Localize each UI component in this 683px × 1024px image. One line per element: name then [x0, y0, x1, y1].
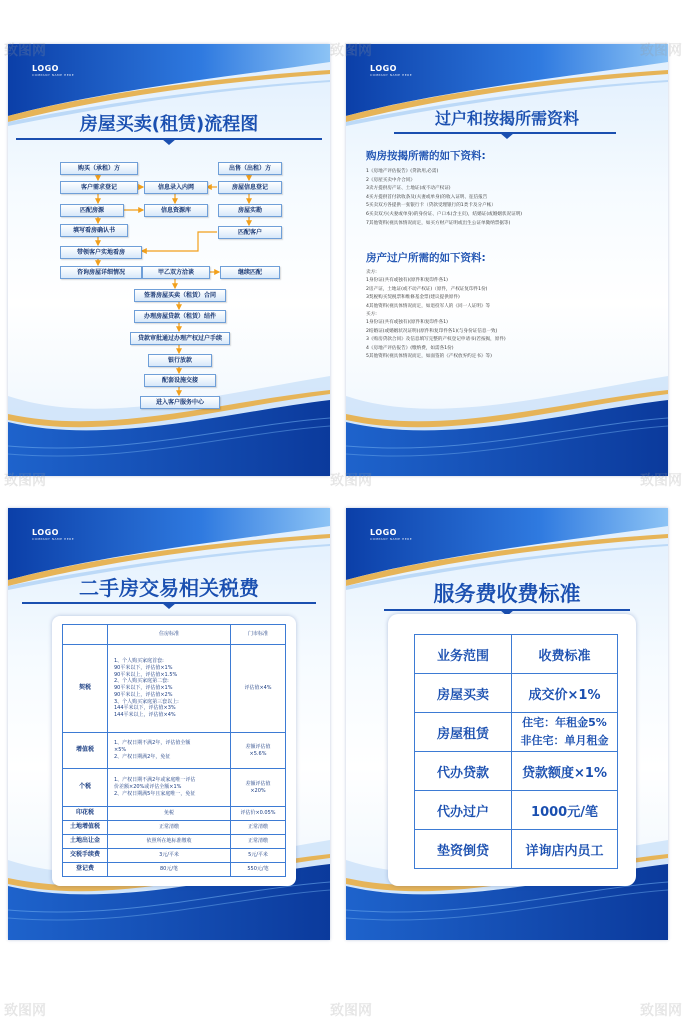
tax-name: 增值税 [63, 733, 108, 769]
flow-step-house-register: 房屋信息登记 [218, 181, 282, 194]
watermark: 致图网 [330, 1003, 372, 1019]
poster-title: 房屋买卖(租赁)流程图 [79, 114, 259, 135]
residential-line: ×5% [114, 747, 127, 754]
residential-standard [108, 645, 231, 733]
flow-step-info-database: 信息资源库 [144, 204, 208, 217]
fee-line: 贷款额度×1% [522, 765, 607, 781]
doc-item: 4买方提供首付款收条及(夫妻或单身)的收入证明、征信报告 [366, 194, 488, 200]
flow-step-continue-matching: 继续匹配 [220, 266, 280, 279]
residential-standard [108, 863, 231, 877]
fee-line: 住宅：年租金5% [522, 716, 607, 729]
residential-standard [108, 821, 231, 835]
shop-standard [231, 807, 286, 821]
shop-line: 评估值×4% [244, 685, 272, 692]
watermark: 致图网 [640, 43, 682, 59]
residential-line: 3、个人购买家庭第三套以上: [114, 698, 179, 705]
poster-tax-fees [8, 508, 330, 940]
buyer-label: 买方: [366, 312, 377, 317]
poster-transaction-flow [8, 44, 330, 476]
company-logo: LOGO COMPANY NAME HERE [32, 528, 75, 541]
service-scope: 房屋租赁 [415, 713, 512, 752]
table-row [415, 830, 618, 869]
table-row [415, 674, 618, 713]
fee-standard [512, 713, 618, 752]
flow-arrows [8, 44, 330, 476]
table-row [63, 821, 286, 835]
doc-item: 7其他资料(视具体情况而定，如买方财产证明或出生公证单微纳票据等) [366, 220, 511, 226]
doc-item: 6买卖双方(夫妻或单身)的身份证、户口本(含主页)，结婚证(或婚姻状况证明) [366, 212, 523, 217]
doc-item: 1身份证(共有或独有)(原件和复印件各1) [366, 320, 448, 326]
flow-step-sign-contract: 签署房屋买卖（租赁）合同 [134, 289, 226, 302]
company-logo: LOGO COMPANY NAME HERE [370, 528, 413, 541]
residential-line: 90平米以下，评估值×1% [114, 685, 173, 692]
flow-step-loan-processing: 办理房屋贷款（租赁）结件 [134, 310, 226, 323]
watermark: 致图网 [330, 473, 372, 489]
table-row [63, 645, 286, 733]
doc-item: 2房产证，土地证(或不动产权证)（原件，产权证复印件1份) [366, 286, 488, 292]
fee-standard [512, 791, 618, 830]
residential-line: 144平米以下，评估值×3% [114, 705, 176, 712]
table-row [63, 863, 286, 877]
residential-line: 正常清缴 [158, 824, 179, 831]
fee-standard [512, 830, 618, 869]
shop-standard [231, 863, 286, 877]
tax-name: 交税手续费 [63, 849, 108, 863]
doc-item: 3契税购买契税票和维修基金票(建议提供原件) [366, 295, 460, 301]
doc-item: 4《房地产评估报告》(缴纳费，如需各1份) [366, 345, 454, 351]
tax-name: 登记费 [63, 863, 108, 877]
residential-standard [108, 849, 231, 863]
residential-line: 1、产权日期不满2年，评估值全额 [114, 740, 191, 747]
service-scope: 代办过户 [415, 791, 512, 830]
doc-item: 3《购房贷款合同》及信息填写完整的产权登记申请书(若按揭，原件) [366, 337, 506, 343]
table-row [415, 752, 618, 791]
fee-line: 非住宅：单月租金 [520, 734, 609, 747]
fee-table [414, 634, 618, 869]
table-row [63, 769, 286, 807]
fee-line: 1000元/笔 [531, 804, 598, 820]
residential-line: 2、个人购买家庭第二套: [114, 678, 169, 685]
flow-step-match-listing: 匹配房源 [60, 204, 124, 217]
residential-line: 免税 [163, 810, 174, 817]
tax-name: 契税 [63, 645, 108, 733]
doc-item: 3卖方提供房产证、土地证(或不动产权证) [366, 186, 451, 192]
residential-standard [108, 769, 231, 807]
table-row [415, 713, 618, 752]
doc-item: 5买卖双方各提供一张银行卡（贷款受理银行的1类卡及分户帐） [366, 203, 496, 209]
watermark: 致图网 [330, 43, 372, 59]
watermark: 致图网 [640, 1003, 682, 1019]
watermark: 致图网 [4, 473, 46, 489]
table-row [63, 835, 286, 849]
residential-standard [108, 807, 231, 821]
flow-step-customer-service: 进入客户服务中心 [140, 396, 220, 409]
flow-step-customer-register: 客户需求登记 [60, 181, 138, 194]
doc-item: 1身份证(共有或独有)(原件和复印件各1) [366, 278, 448, 284]
flow-step-take-viewing: 带领客户实地看房 [60, 246, 142, 259]
fee-standard [512, 752, 618, 791]
fee-line: 成交价×1% [528, 687, 601, 703]
tax-table [62, 624, 286, 877]
table-header-row [63, 625, 286, 645]
tax-name: 土地出让金 [63, 835, 108, 849]
residential-line: 1、个人购买家庭首套: [114, 657, 164, 664]
flow-step-house-survey: 房屋实勘 [218, 204, 282, 217]
flow-step-info-entry: 信息录入内网 [144, 181, 208, 194]
shop-line: 5元/平米 [248, 852, 268, 859]
poster-title: 二手房交易相关税费 [79, 576, 259, 600]
header-cell: 收费标准 [512, 635, 618, 674]
shop-line: 正常清缴 [247, 824, 268, 831]
residential-line: 2、产权日期满5年且家庭唯一，免征 [114, 790, 196, 797]
residential-standard [108, 835, 231, 849]
shop-standard [231, 645, 286, 733]
service-scope: 代办贷款 [415, 752, 512, 791]
shop-standard [231, 835, 286, 849]
shop-line: 正常清缴 [247, 838, 268, 845]
shop-line: 评估价×0.05% [240, 810, 276, 817]
flow-step-buyer: 购买（承租）方 [60, 162, 138, 175]
watermark: 致图网 [640, 473, 682, 489]
watermark: 致图网 [4, 1003, 46, 1019]
flow-step-match-client: 匹配客户 [218, 226, 282, 239]
seller-label: 卖方: [366, 270, 377, 275]
shop-standard [231, 849, 286, 863]
shop-line: 差额评估值 [245, 743, 271, 750]
table-row [63, 849, 286, 863]
shop-standard [231, 733, 286, 769]
service-scope: 垫资倒贷 [415, 830, 512, 869]
flow-step-seller: 出售（出租）方 [218, 162, 282, 175]
header-cell: 住房标准 [108, 625, 231, 645]
flow-step-fill-confirmation: 填写看房确认书 [60, 224, 128, 237]
table-row [63, 807, 286, 821]
flow-step-bank-release: 银行放款 [148, 354, 212, 367]
company-logo: LOGO COMPANY NAME HERE [32, 64, 75, 77]
residential-line: 依照所在地标准缴收 [146, 838, 192, 845]
footer-wave-decoration [346, 356, 668, 476]
residential-line: 90平米以下，评估值×1% [114, 664, 173, 671]
residential-line: 144平米以上，评估值×4% [114, 712, 176, 719]
residential-standard [108, 733, 231, 769]
residential-line: 90平米以上，评估值×2% [114, 691, 173, 698]
residential-line: 3元/平米 [159, 852, 179, 859]
doc-item: 1《房地产评估报告》(贷款用,必需) [366, 169, 439, 174]
shop-standard [231, 821, 286, 835]
title-pointer-icon [500, 133, 514, 139]
shop-standard [231, 769, 286, 807]
watermark: 致图网 [4, 43, 46, 59]
tax-name: 个税 [63, 769, 108, 807]
shop-line: 550元/笔 [247, 866, 269, 873]
doc-item: 2《房屋买卖中介合同》 [366, 177, 415, 183]
residential-line: 1、产权日期不满2年或家庭唯一评估 [114, 777, 196, 784]
service-scope: 房屋买卖 [415, 674, 512, 713]
fee-line: 详询店内员工 [525, 843, 604, 859]
header-cell: 业务范围 [415, 635, 512, 674]
shop-line: 差额评估值 [245, 780, 271, 787]
title-pointer-icon [162, 603, 176, 609]
flow-step-negotiate: 甲乙双方洽谈 [142, 266, 210, 279]
company-logo: LOGO COMPANY NAME HERE [370, 64, 413, 77]
poster-service-fees [346, 508, 668, 940]
flow-step-facility-handover: 配套设施交接 [144, 374, 216, 387]
doc-item: 5其他资料(视具体情况而定，如面签的《产权放弃约定书》等) [366, 354, 492, 359]
poster-title: 过户和按揭所需资料 [434, 109, 579, 128]
poster-required-documents [346, 44, 668, 476]
header-cell [63, 625, 108, 645]
residential-line: 80元/笔 [159, 866, 179, 873]
tax-name: 土地增值税 [63, 821, 108, 835]
doc-item: 4其他资料(视具体情况而定，如退役军人的《同一人证明》等 [366, 303, 491, 309]
shop-line: ×20% [250, 787, 266, 794]
table-row [415, 791, 618, 830]
residential-line: 价差额×20%或评估全额×1% [114, 784, 182, 791]
fee-standard [512, 674, 618, 713]
doc-item: 2结婚证(或婚姻状况证明)(原件和复印件各1)(与身份证信息一致) [366, 328, 498, 334]
residential-line: 2、产权日期满2年，免征 [114, 753, 171, 760]
header-cell: 门市标准 [231, 625, 286, 645]
shop-line: ×5.6% [249, 750, 267, 757]
flow-step-consult-details: 咨询房屋详细情况 [60, 266, 142, 279]
residential-line: 90平米以上，评估值×1.5% [114, 671, 178, 678]
poster-title: 服务费收费标准 [433, 582, 581, 606]
table-header-row [415, 635, 618, 674]
transfer-docs-heading: 房产过户所需的如下资料: [366, 252, 486, 264]
mortgage-docs-heading: 购房按揭所需的如下资料: [366, 150, 486, 162]
table-row [63, 733, 286, 769]
flow-step-title-transfer: 贷款审批通过办理产权过户手续 [130, 332, 230, 345]
tax-name: 印花税 [63, 807, 108, 821]
